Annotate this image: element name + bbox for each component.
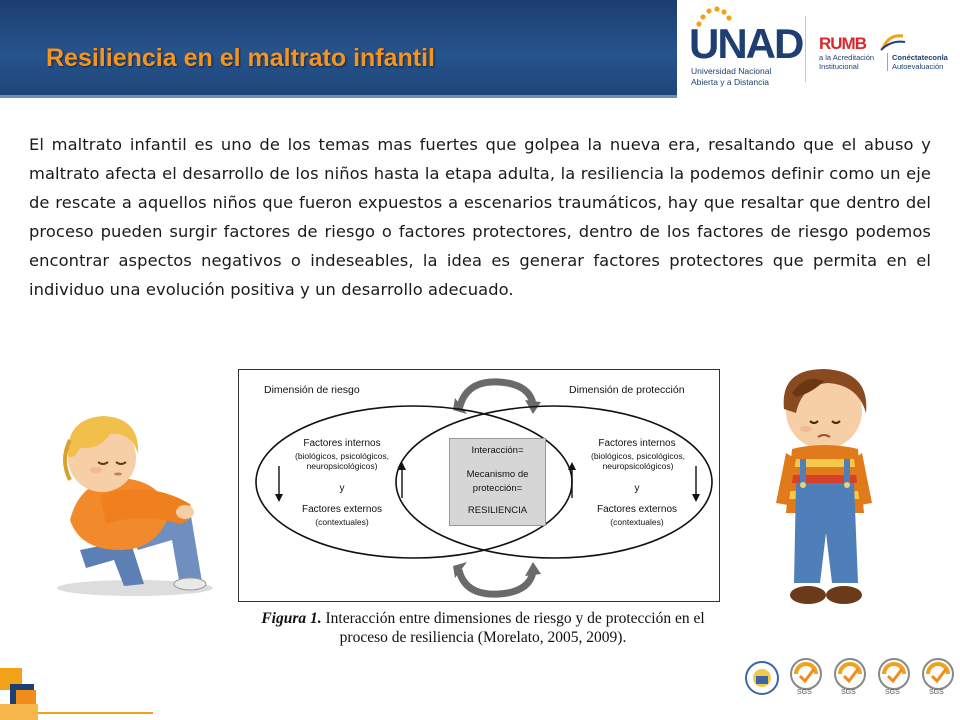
protection-and: y bbox=[634, 483, 640, 494]
figure-label: Figura 1. bbox=[261, 610, 322, 627]
sad-girl-illustration bbox=[40, 400, 215, 600]
unad-wordmark: UNAD bbox=[689, 20, 803, 67]
resilience-diagram bbox=[238, 369, 720, 602]
resilience-box bbox=[449, 438, 546, 526]
figure-caption bbox=[243, 609, 723, 647]
rumbo-tagline: Conéctateconla Autoevaluación bbox=[887, 53, 948, 71]
unad-logo bbox=[689, 6, 803, 92]
figure-caption-text: Interacción entre dimensiones de riesgo y de protección en el proceso de resiliencia (Morelato, 2005, 2009). bbox=[321, 610, 705, 646]
center-line-2: Mecanismo de bbox=[466, 469, 529, 480]
colombia-seal-icon bbox=[744, 656, 780, 712]
protection-external-detail: (contextuales) bbox=[610, 517, 664, 527]
slide-title: Resiliencia en el maltrato infantil bbox=[46, 44, 436, 72]
unad-subtitle: Universidad Nacional Abierta y a Distancia bbox=[691, 66, 772, 87]
rumbo-logo bbox=[819, 34, 959, 74]
center-line-1: Interacción= bbox=[471, 445, 524, 456]
title-bar bbox=[0, 0, 677, 98]
risk-internal-detail: (biológicos, psicológicos, neuropsicológicos) bbox=[294, 451, 390, 471]
footer-line bbox=[38, 712, 153, 714]
risk-dimension-heading: Dimensión de riesgo bbox=[264, 384, 360, 396]
protection-internal-factors: Factores internos bbox=[598, 438, 676, 449]
rumbo-swoosh-icon bbox=[879, 32, 907, 52]
logo-area bbox=[677, 0, 960, 98]
slide-header bbox=[0, 0, 960, 100]
protection-dimension-heading: Dimensión de protección bbox=[569, 384, 685, 396]
logo-divider bbox=[805, 16, 806, 82]
risk-internal-factors: Factores internos bbox=[303, 438, 381, 449]
sgs-badge-1: SGS bbox=[788, 656, 824, 712]
risk-external-detail: (contextuales) bbox=[315, 517, 369, 527]
body-paragraph: El maltrato infantil es uno de los temas mas fuertes que golpea la nueva era, resaltando que el abuso y maltrato afecta el desarrollo de los niños hasta la etapa adulta, la resiliencia la podemos definir como un eje de rescate a aquellos niños que fueron expuestos a escenarios traumáticos, hay que resaltar que dentro del proceso pueden surgir factores de riesgo o factores protectores, dentro de los factores de riesgo podemos encontrar aspectos negativos o indeseables, la idea es generar factores protectores que permita en el individuo una evolución positiva y un desarrollo adecuado. bbox=[29, 135, 931, 299]
sgs-badge-4: SGS bbox=[920, 656, 956, 712]
rumbo-subtitle: a la Acreditación Institucional bbox=[819, 53, 875, 71]
sgs-badge-3: SGS bbox=[876, 656, 912, 712]
sgs-badge-2: SGS bbox=[832, 656, 868, 712]
cycle-arrow-bottom bbox=[459, 570, 533, 594]
cycle-arrow-top bbox=[459, 382, 533, 410]
protection-internal-detail: (biológicos, psicológicos, neuropsicológicos) bbox=[590, 451, 686, 471]
certification-badges bbox=[744, 656, 960, 720]
rumbo-wordmark: RUMB bbox=[819, 34, 866, 53]
protection-external-factors: Factores externos bbox=[596, 504, 678, 515]
center-line-3: protección= bbox=[472, 483, 523, 494]
risk-and: y bbox=[339, 483, 345, 494]
risk-external-factors: Factores externos bbox=[301, 504, 383, 515]
sad-boy-illustration bbox=[766, 363, 884, 621]
center-line-4: RESILIENCIA bbox=[467, 505, 528, 516]
